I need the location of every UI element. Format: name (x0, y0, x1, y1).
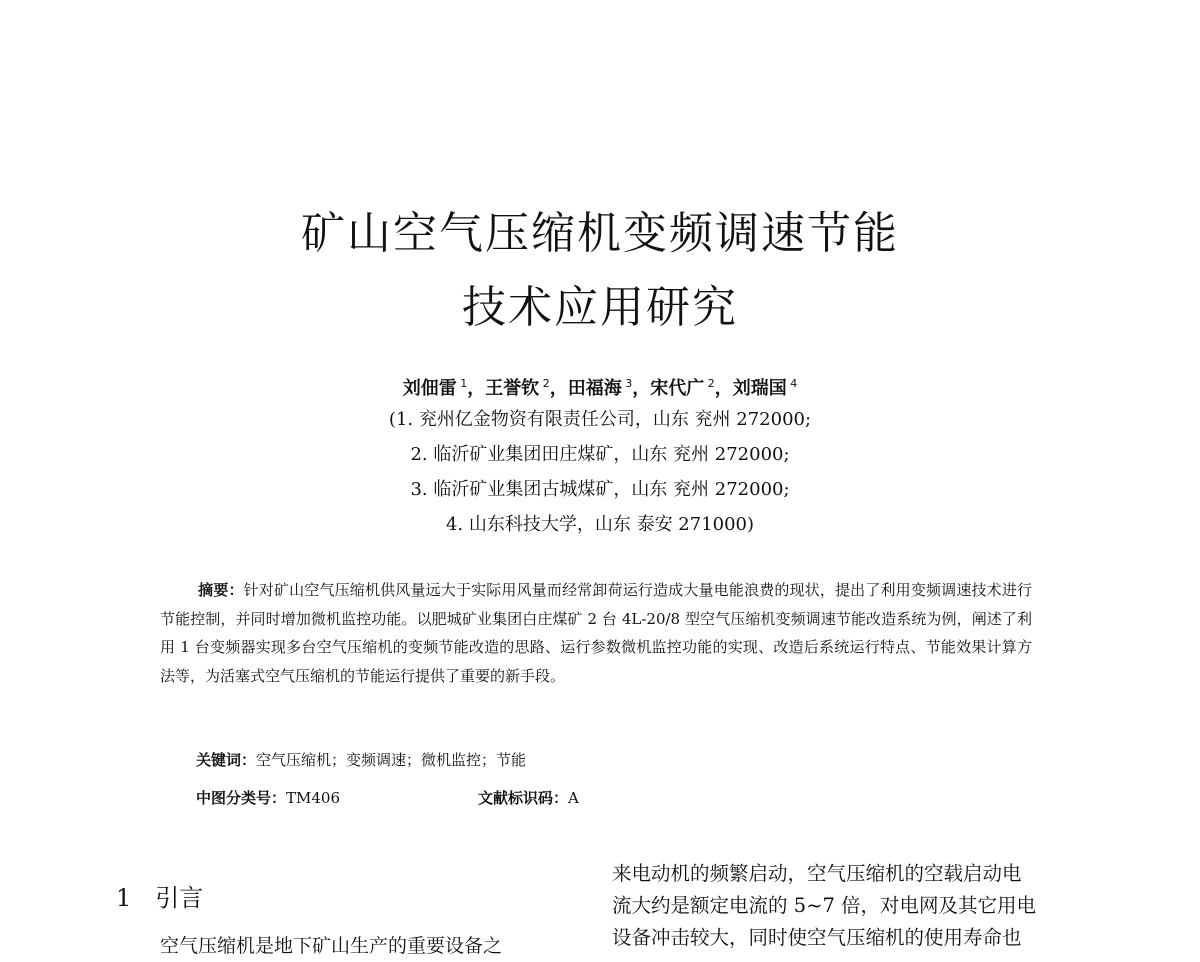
document-code (478, 786, 579, 810)
author-separator: ， (714, 378, 733, 399)
author-name: 刘瑞国 (732, 378, 787, 399)
affiliation-3: 3. 临沂矿业集团古城煤矿，山东 兖州 272000; (410, 479, 790, 500)
author-separator: ， (549, 378, 568, 399)
author-list (0, 370, 1200, 403)
section-title: 引言 (155, 884, 204, 912)
doc-code-label: 文献标识码： (478, 789, 569, 807)
abstract-text: 针对矿山空气压缩机供风量远大于实际用风量而经常卸荷运行造成大量电能浪费的现状，提出了利用变频调速技术进行节能控制，并同时增加微机监控功能。以肥城矿业集团白庄煤矿 2 台 4L-20/8 型空气压缩机变频调速节能改造系统为例，阐述了利用 1 台变频器实现多台空气压缩机的变频节能改造的思路、运行参数微机监控功能的实现、改造后系统运行特点、节能效果计算方法等，为活塞式空气压缩机的节能运行提供了重要的新手段。 (160, 581, 1032, 685)
author-separator: ， (467, 378, 486, 399)
clc-number (196, 786, 340, 810)
right-column (612, 858, 1082, 954)
keywords-label: 关键词： (196, 751, 257, 769)
right-column-line: 设备冲击较大，同时使空气压缩机的使用寿命也 (612, 926, 1022, 949)
author-affiliation-marker: 4 (786, 377, 798, 390)
clc-label: 中图分类号： (196, 789, 287, 807)
right-column-line: 来电动机的频繁启动，空气压缩机的空载启动电 (612, 862, 1022, 885)
left-column-text: 空气压缩机是地下矿山生产的重要设备之 (160, 935, 503, 957)
affiliation-4: 4. 山东科技大学，山东 泰安 271000) (445, 514, 755, 535)
section-heading (116, 880, 203, 916)
paper-title-line-1: 矿山空气压缩机变频调速节能 (301, 208, 899, 259)
abstract (160, 576, 1032, 690)
affiliation-2: 2. 临沂矿业集团田庄煤矿，山东 兖州 272000; (410, 444, 790, 465)
author-affiliation-marker: 2 (539, 377, 550, 390)
author-affiliation-marker: 3 (621, 377, 633, 390)
right-column-line: 流大约是额定电流的 5~7 倍，对电网及其它用电 (612, 894, 1037, 917)
author-affiliation-marker: 2 (704, 377, 715, 390)
author-name: 刘佃雷 (402, 378, 457, 399)
author-separator: ， (632, 378, 651, 399)
abstract-label: 摘要： (198, 581, 244, 599)
author-name: 宋代广 (650, 378, 705, 399)
clc-value: TM406 (286, 789, 341, 807)
author-name: 田福海 (567, 378, 622, 399)
keywords (196, 748, 526, 772)
keywords-text: 空气压缩机；变频调速；微机监控；节能 (256, 751, 527, 769)
doc-code-value: A (568, 789, 579, 807)
affiliation-1: (1. 兖州亿金物资有限责任公司，山东 兖州 272000; (388, 409, 812, 430)
author-affiliation-marker: 1 (456, 377, 468, 390)
author-name: 王誉钦 (485, 378, 540, 399)
paper-title-line-2: 技术应用研究 (462, 282, 738, 333)
section-number: 1 (116, 884, 132, 912)
